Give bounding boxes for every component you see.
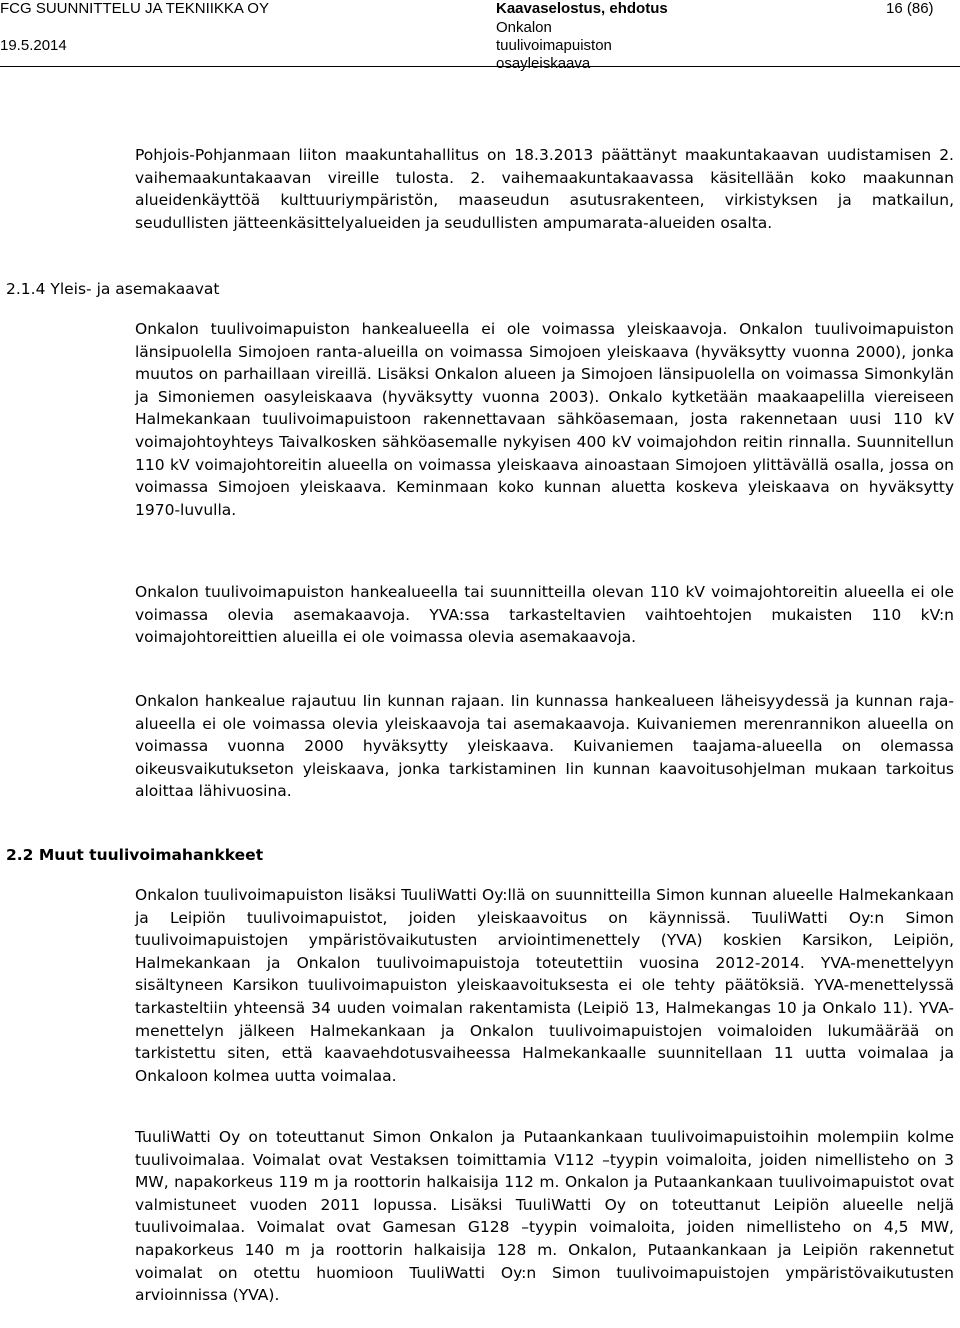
header-divider	[0, 66, 960, 67]
section-22-paragraph-2: TuuliWatti Oy on toteuttanut Simon Onkalon ja Putaankankaan tuulivoimapuistoihin molempiin kolme tuulivoimalaa. Voimalat ovat Vestaksen toimittamia V112 –tyypin voimaloita, joiden nimellisteho on 3 MW, napakorkeus 119 m ja roottorin halkaisija 112 m. Onkalon ja Putaankankaan tuulivoimapuistot ovat valmistuneet vuoden 2011 lopussa. Lisäksi TuuliWatti Oy on toteuttanut Leipiön alueelle neljä tuulivoimalaa. Voimalat ovat Gamesan G128 –tyypin voimaloita, joiden nimellisteho on 4,5 MW, napakorkeus 140 m ja roottorin halkaisija 128 m. Onkalon, Putaankankaan ja Leipiön rakennetut voimalat on otettu huomioon TuuliWatti Oy:n Simon tuulivoimapuistojen ympäristövaikutusten arvioinnissa (YVA).	[135, 1128, 954, 1305]
header-doc-type: Kaavaselostus, ehdotus	[496, 0, 668, 17]
header-project-line3: osayleiskaava	[496, 55, 591, 72]
header-date: 19.5.2014	[0, 37, 67, 54]
intro-paragraph: Pohjois-Pohjanmaan liiton maakuntahallitus on 18.3.2013 päättänyt maakuntakaavan uudistamisen 2. vaihemaakuntakaavan vireille tulosta. 2. vaihemaakuntakaavassa käsitellään koko maakunnan alueidenkäyttöä kulttuuriympäristön, maaseudun asutusrakenteen, virkistyksen ja matkailun, seudullisten jätteenkäsittelyalueiden ja seudullisten ampumarata-alueiden osalta.	[135, 146, 954, 232]
header-org: FCG SUUNNITTELU JA TEKNIIKKA OY	[0, 0, 269, 17]
section-214-paragraph-3: Onkalon hankealue rajautuu Iin kunnan rajaan. Iin kunnassa hankealueen läheisyydessä ja kunnan raja-alueella ei ole voimassa olevia yleiskaavoja tai asemakaavoja. Kuivaniemen merenrannikon alueella on voimassa vuonna 2000 hyväksytty yleiskaava. Kuivaniemen taajama-alueella on olemassa oikeusvaikutukseton yleiskaava, jonka tarkistaminen Iin kunnan kaavoitusohjelman mukaan tarkoitus aloittaa lähivuosina.	[135, 692, 954, 801]
section-22-heading: 2.2 Muut tuulivoimahankkeet	[6, 846, 264, 864]
section-22-paragraph-1: Onkalon tuulivoimapuiston lisäksi TuuliWatti Oy:llä on suunnitteilla Simon kunnan alueelle Halmekankaan ja Leipiön tuulivoimapuistot, joiden yleiskaavoitus on käynnissä. TuuliWatti Oy:n Simon tuulivoimapuistojen ympäristövaikutusten arviointimenettely (YVA) koskien Karsikon, Leipiön, Halmekankaan ja Onkalon tuulivoimapuistoja toteutettiin vuosina 2012-2014. YVA-menettelyyn sisältyneen Karsikon tuulivoimapuiston yleiskaavoituksesta ei ole tehty päätöksiä. YVA-menettelyssä tarkasteltiin yhteensä 34 uuden voimalan rakentamista (Leipiö 13, Halmekangas 10 ja Onkalo 11). YVA-menettelyn jälkeen Halmekankaan ja Onkalon tuulivoimapuistojen voimaloiden lukumäärää on tarkistettu siten, että kaavaehdotusvaiheessa Halmekankaalle suunnitellaan 11 uutta voimalaa ja Onkaloon kolmea uutta voimalaa.	[135, 886, 954, 1085]
header-page-number: 16 (86)	[886, 0, 934, 17]
section-214-heading: 2.1.4 Yleis- ja asemakaavat	[6, 280, 220, 298]
section-214-paragraph-2: Onkalon tuulivoimapuiston hankealueella tai suunnitteilla olevan 110 kV voimajohtoreitin alueella ei ole voimassa olevia asemakaavoja. YVA:ssa tarkasteltavien vaihtoehtojen mukaisten 110 kV:n voimajohtoreittien alueilla ei ole voimassa olevia asemakaavoja.	[135, 583, 954, 647]
header-project-line1: Onkalon	[496, 19, 552, 36]
section-214-paragraph-1: Onkalon tuulivoimapuiston hankealueella ei ole voimassa yleiskaavoja. Onkalon tuulivoimapuiston länsipuolella Simojoen ranta-alueilla on voimassa Simojoen yleiskaava (hyväksytty vuonna 2000), jonka muutos on parhaillaan vireillä. Lisäksi Onkalon alueen ja Simojoen länsipuolella on voimassa Simonkylän ja Simoniemen oasyleiskaava (hyväksytty vuonna 2003). Onkalo kytketään maakaapelilla viereiseen Halmekankaan tuulivoimapuistoon rakennettavaan sähköasemaan, josta rakennetaan uusi 110 kV voimajohtoyhteys Taivalkosken sähköasemalle nykyisen 400 kV voimajohdon reitin rinnalla. Suunnitellun 110 kV voimajohtoreitin alueella on voimassa yleiskaava ainoastaan Simojoen ylittävällä osalla, jossa on voimassa Simojoen yleiskaava. Keminmaan koko kunnan aluetta koskeva yleiskaava on hyväksytty 1970-luvulla.	[135, 320, 954, 519]
header-project-line2: tuulivoimapuiston	[496, 37, 612, 54]
